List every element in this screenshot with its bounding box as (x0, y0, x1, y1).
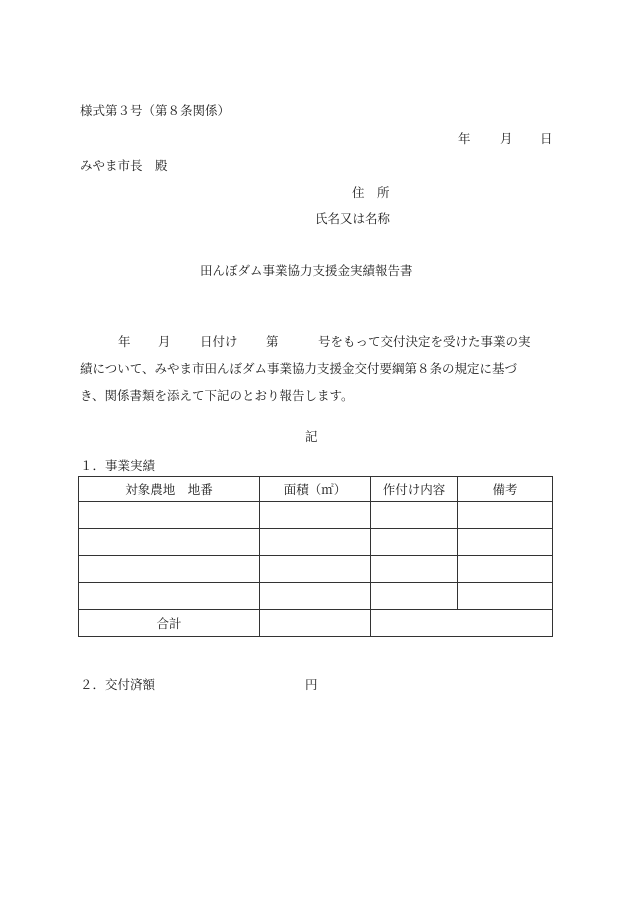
table-cell[interactable] (371, 529, 458, 556)
document-title: 田んぼダム事業協力支援金実績報告書 (200, 263, 413, 278)
body-line-2: 績について、みやま市田んぼダム事業協力支援金交付要綱第８条の規定に基づ (80, 361, 518, 376)
section1-heading: １．事業実績 (80, 458, 156, 473)
table-cell[interactable] (79, 529, 260, 556)
body-year: 年 (118, 334, 131, 349)
total-blank-cell (371, 610, 553, 637)
col-header-notes: 備考 (458, 477, 553, 502)
table-cell[interactable] (260, 583, 371, 610)
date-month-label: 月 (500, 131, 513, 146)
col-header-plot: 対象農地 地番 (79, 477, 260, 502)
section2-heading: ２．交付済額 (80, 677, 156, 692)
table-cell[interactable] (371, 583, 458, 610)
body-line-3: き、関係書類を添えて下記のとおり報告します。 (80, 388, 354, 403)
table-cell[interactable] (79, 583, 260, 610)
table-row (79, 556, 553, 583)
table-row (79, 583, 553, 610)
col-header-crop: 作付け内容 (371, 477, 458, 502)
table-cell[interactable] (458, 556, 553, 583)
col-header-area: 面積（㎡） (260, 477, 371, 502)
table-row (79, 502, 553, 529)
date-day-label: 日 (540, 131, 553, 146)
table-cell[interactable] (260, 529, 371, 556)
total-label: 合計 (79, 610, 260, 637)
body-rest: 号をもって交付決定を受けた事業の実 (318, 334, 531, 349)
table-cell[interactable] (79, 556, 260, 583)
body-dated: 日付け (200, 334, 238, 349)
table-cell[interactable] (371, 502, 458, 529)
table-total-row (79, 610, 553, 637)
body-no: 第 (266, 334, 279, 349)
address-label: 住 所 (352, 185, 390, 200)
table-cell[interactable] (260, 502, 371, 529)
amount-unit: 円 (305, 677, 318, 692)
table-header-row (79, 477, 553, 502)
table-cell[interactable] (79, 502, 260, 529)
table-cell[interactable] (458, 583, 553, 610)
total-area-cell[interactable] (260, 610, 371, 637)
ki-label: 記 (305, 429, 318, 444)
results-table (78, 476, 553, 637)
table-cell[interactable] (371, 556, 458, 583)
addressee: みやま市長 殿 (80, 158, 168, 173)
table-row (79, 529, 553, 556)
table-cell[interactable] (458, 529, 553, 556)
body-month: 月 (158, 334, 171, 349)
name-label: 氏名又は名称 (315, 211, 391, 226)
table-cell[interactable] (260, 556, 371, 583)
table-cell[interactable] (458, 502, 553, 529)
date-year-label: 年 (458, 131, 471, 146)
form-number: 様式第３号（第８条関係） (80, 103, 231, 118)
